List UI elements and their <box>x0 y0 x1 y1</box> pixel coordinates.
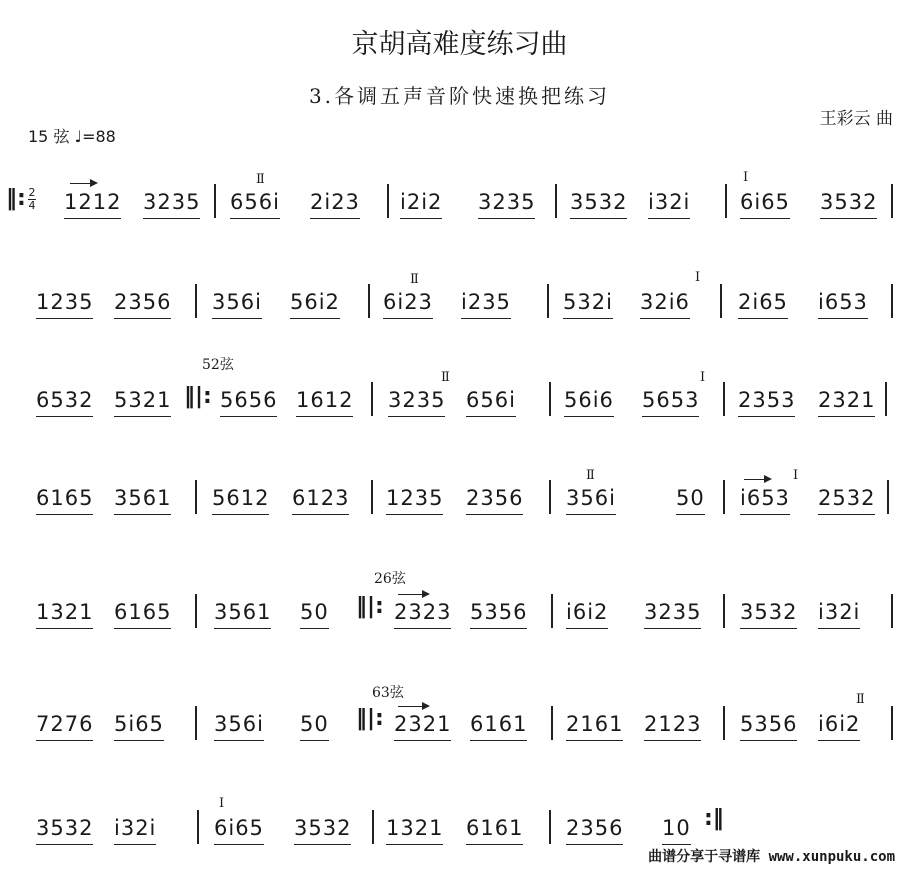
note-group: 356i <box>566 478 616 518</box>
position-marker: Ⅱ <box>586 468 595 483</box>
bar-line <box>891 184 893 218</box>
repeat-end-sign: :‖ <box>704 806 724 831</box>
bar-line <box>214 184 216 218</box>
note-group: 532i <box>563 282 613 322</box>
bar-line <box>551 706 553 740</box>
note-group: 6123 <box>292 478 349 518</box>
note-group: i2i2 <box>400 182 442 222</box>
note-group: 1612 <box>296 380 353 420</box>
note-group: 1235 <box>386 478 443 518</box>
position-marker: Ⅰ <box>793 468 799 483</box>
note-group: 56i6 <box>564 380 614 420</box>
note-group: 656i <box>230 182 280 222</box>
position-marker: Ⅱ <box>441 370 450 385</box>
note-group: 6165 <box>114 592 171 632</box>
position-marker: Ⅰ <box>695 270 701 285</box>
note-group: 6i65 <box>740 182 790 222</box>
bar-line <box>195 480 197 514</box>
note-group: 5653 <box>642 380 699 420</box>
position-marker: Ⅰ <box>743 170 749 185</box>
bar-line <box>723 382 725 416</box>
tempo-and-string: 15 弦 ♩=88 <box>28 127 116 146</box>
bar-line <box>891 706 893 740</box>
bar-line <box>195 594 197 628</box>
bar-line <box>371 480 373 514</box>
bar-line <box>891 594 893 628</box>
note-group: 656i <box>466 380 516 420</box>
composer-credit: 王彩云 曲 <box>819 109 893 129</box>
page-title: 京胡高难度练习曲 <box>351 29 568 60</box>
bar-line <box>368 284 370 318</box>
note-group: 3235 <box>388 380 445 420</box>
repeat-start-sign: ‖|: <box>356 706 384 731</box>
note-group: 3532 <box>820 182 877 222</box>
position-marker: Ⅱ <box>856 692 865 707</box>
repeat-start-sign: ‖|: <box>356 594 384 619</box>
string-label: 26弦 <box>374 571 406 587</box>
note-group: 2323 <box>394 592 451 632</box>
note-group: 7276 <box>36 704 93 744</box>
note-group: 2356 <box>466 478 523 518</box>
note-group: 3532 <box>36 808 93 848</box>
bar-line <box>555 184 557 218</box>
note-group: 5356 <box>740 704 797 744</box>
bar-line <box>725 184 727 218</box>
bar-line <box>723 480 725 514</box>
note-group: 3532 <box>570 182 627 222</box>
bar-line <box>887 480 889 514</box>
bar-line <box>723 706 725 740</box>
note-group: 3235 <box>143 182 200 222</box>
bar-line <box>551 594 553 628</box>
note-group: 32i6 <box>640 282 690 322</box>
bar-line <box>195 706 197 740</box>
note-group: i6i2 <box>566 592 608 632</box>
note-group: 1212 <box>64 182 121 222</box>
note-group: 2356 <box>114 282 171 322</box>
note-group: 6165 <box>36 478 93 518</box>
note-group: 2123 <box>644 704 701 744</box>
repeat-start-sign: ‖: <box>6 186 26 211</box>
note-group: i32i <box>648 182 690 222</box>
note-group: 1321 <box>36 592 93 632</box>
note-group: 2321 <box>394 704 451 744</box>
note-group: i6i2 <box>818 704 860 744</box>
bar-line <box>549 480 551 514</box>
note-group: 3235 <box>478 182 535 222</box>
position-marker: Ⅰ <box>219 796 225 811</box>
repeat-start-sign: ‖|: <box>184 384 212 409</box>
bar-line <box>885 382 887 416</box>
note-group: i235 <box>461 282 511 322</box>
note-group: 5612 <box>212 478 269 518</box>
note-group: 2321 <box>818 380 875 420</box>
note-group: 6i65 <box>214 808 264 848</box>
note-group: 5356 <box>470 592 527 632</box>
note-group: 6532 <box>36 380 93 420</box>
note-group: 6161 <box>470 704 527 744</box>
note-group: 2i23 <box>310 182 360 222</box>
note-group: 356i <box>212 282 262 322</box>
piece-subtitle: 3.各调五声音阶快速换把练习 <box>308 84 611 108</box>
note-group: 56i2 <box>290 282 340 322</box>
note-group: 6161 <box>466 808 523 848</box>
bar-line <box>891 284 893 318</box>
note-group: i32i <box>818 592 860 632</box>
string-label: 52弦 <box>202 357 234 373</box>
note-group: 3561 <box>114 478 171 518</box>
note-group: 5321 <box>114 380 171 420</box>
note-group: 5i65 <box>114 704 164 744</box>
note-group: 3532 <box>294 808 351 848</box>
note-group: 1321 <box>386 808 443 848</box>
note-group: i32i <box>114 808 156 848</box>
bar-line <box>723 594 725 628</box>
note-group: 5656 <box>220 380 277 420</box>
position-marker: Ⅱ <box>410 272 419 287</box>
note-group: 2i65 <box>738 282 788 322</box>
watermark-footer: 曲谱分享于寻谱库 www.xunpuku.com <box>648 849 895 865</box>
note-group: 3561 <box>214 592 271 632</box>
note-group: 10 <box>662 808 691 848</box>
note-group: 50 <box>300 704 329 744</box>
bar-line <box>372 810 374 844</box>
bar-line <box>197 810 199 844</box>
bar-line <box>720 284 722 318</box>
bar-line <box>387 184 389 218</box>
note-group: 3235 <box>644 592 701 632</box>
time-signature: 2 4 <box>28 186 36 212</box>
note-group: 3532 <box>740 592 797 632</box>
bar-line <box>549 810 551 844</box>
bar-line <box>371 382 373 416</box>
position-marker: Ⅰ <box>700 370 706 385</box>
note-group: 2161 <box>566 704 623 744</box>
bar-line <box>195 284 197 318</box>
note-group: 50 <box>676 478 705 518</box>
note-group: 2532 <box>818 478 875 518</box>
note-group: 6i23 <box>383 282 433 322</box>
bar-line <box>549 382 551 416</box>
note-group: 50 <box>300 592 329 632</box>
note-group: 1235 <box>36 282 93 322</box>
bar-line <box>547 284 549 318</box>
note-group: 2353 <box>738 380 795 420</box>
note-group: i653 <box>818 282 868 322</box>
note-group: 356i <box>214 704 264 744</box>
note-group: i653 <box>740 478 790 518</box>
position-marker: Ⅱ <box>256 172 265 187</box>
string-label: 63弦 <box>372 685 404 701</box>
note-group: 2356 <box>566 808 623 848</box>
